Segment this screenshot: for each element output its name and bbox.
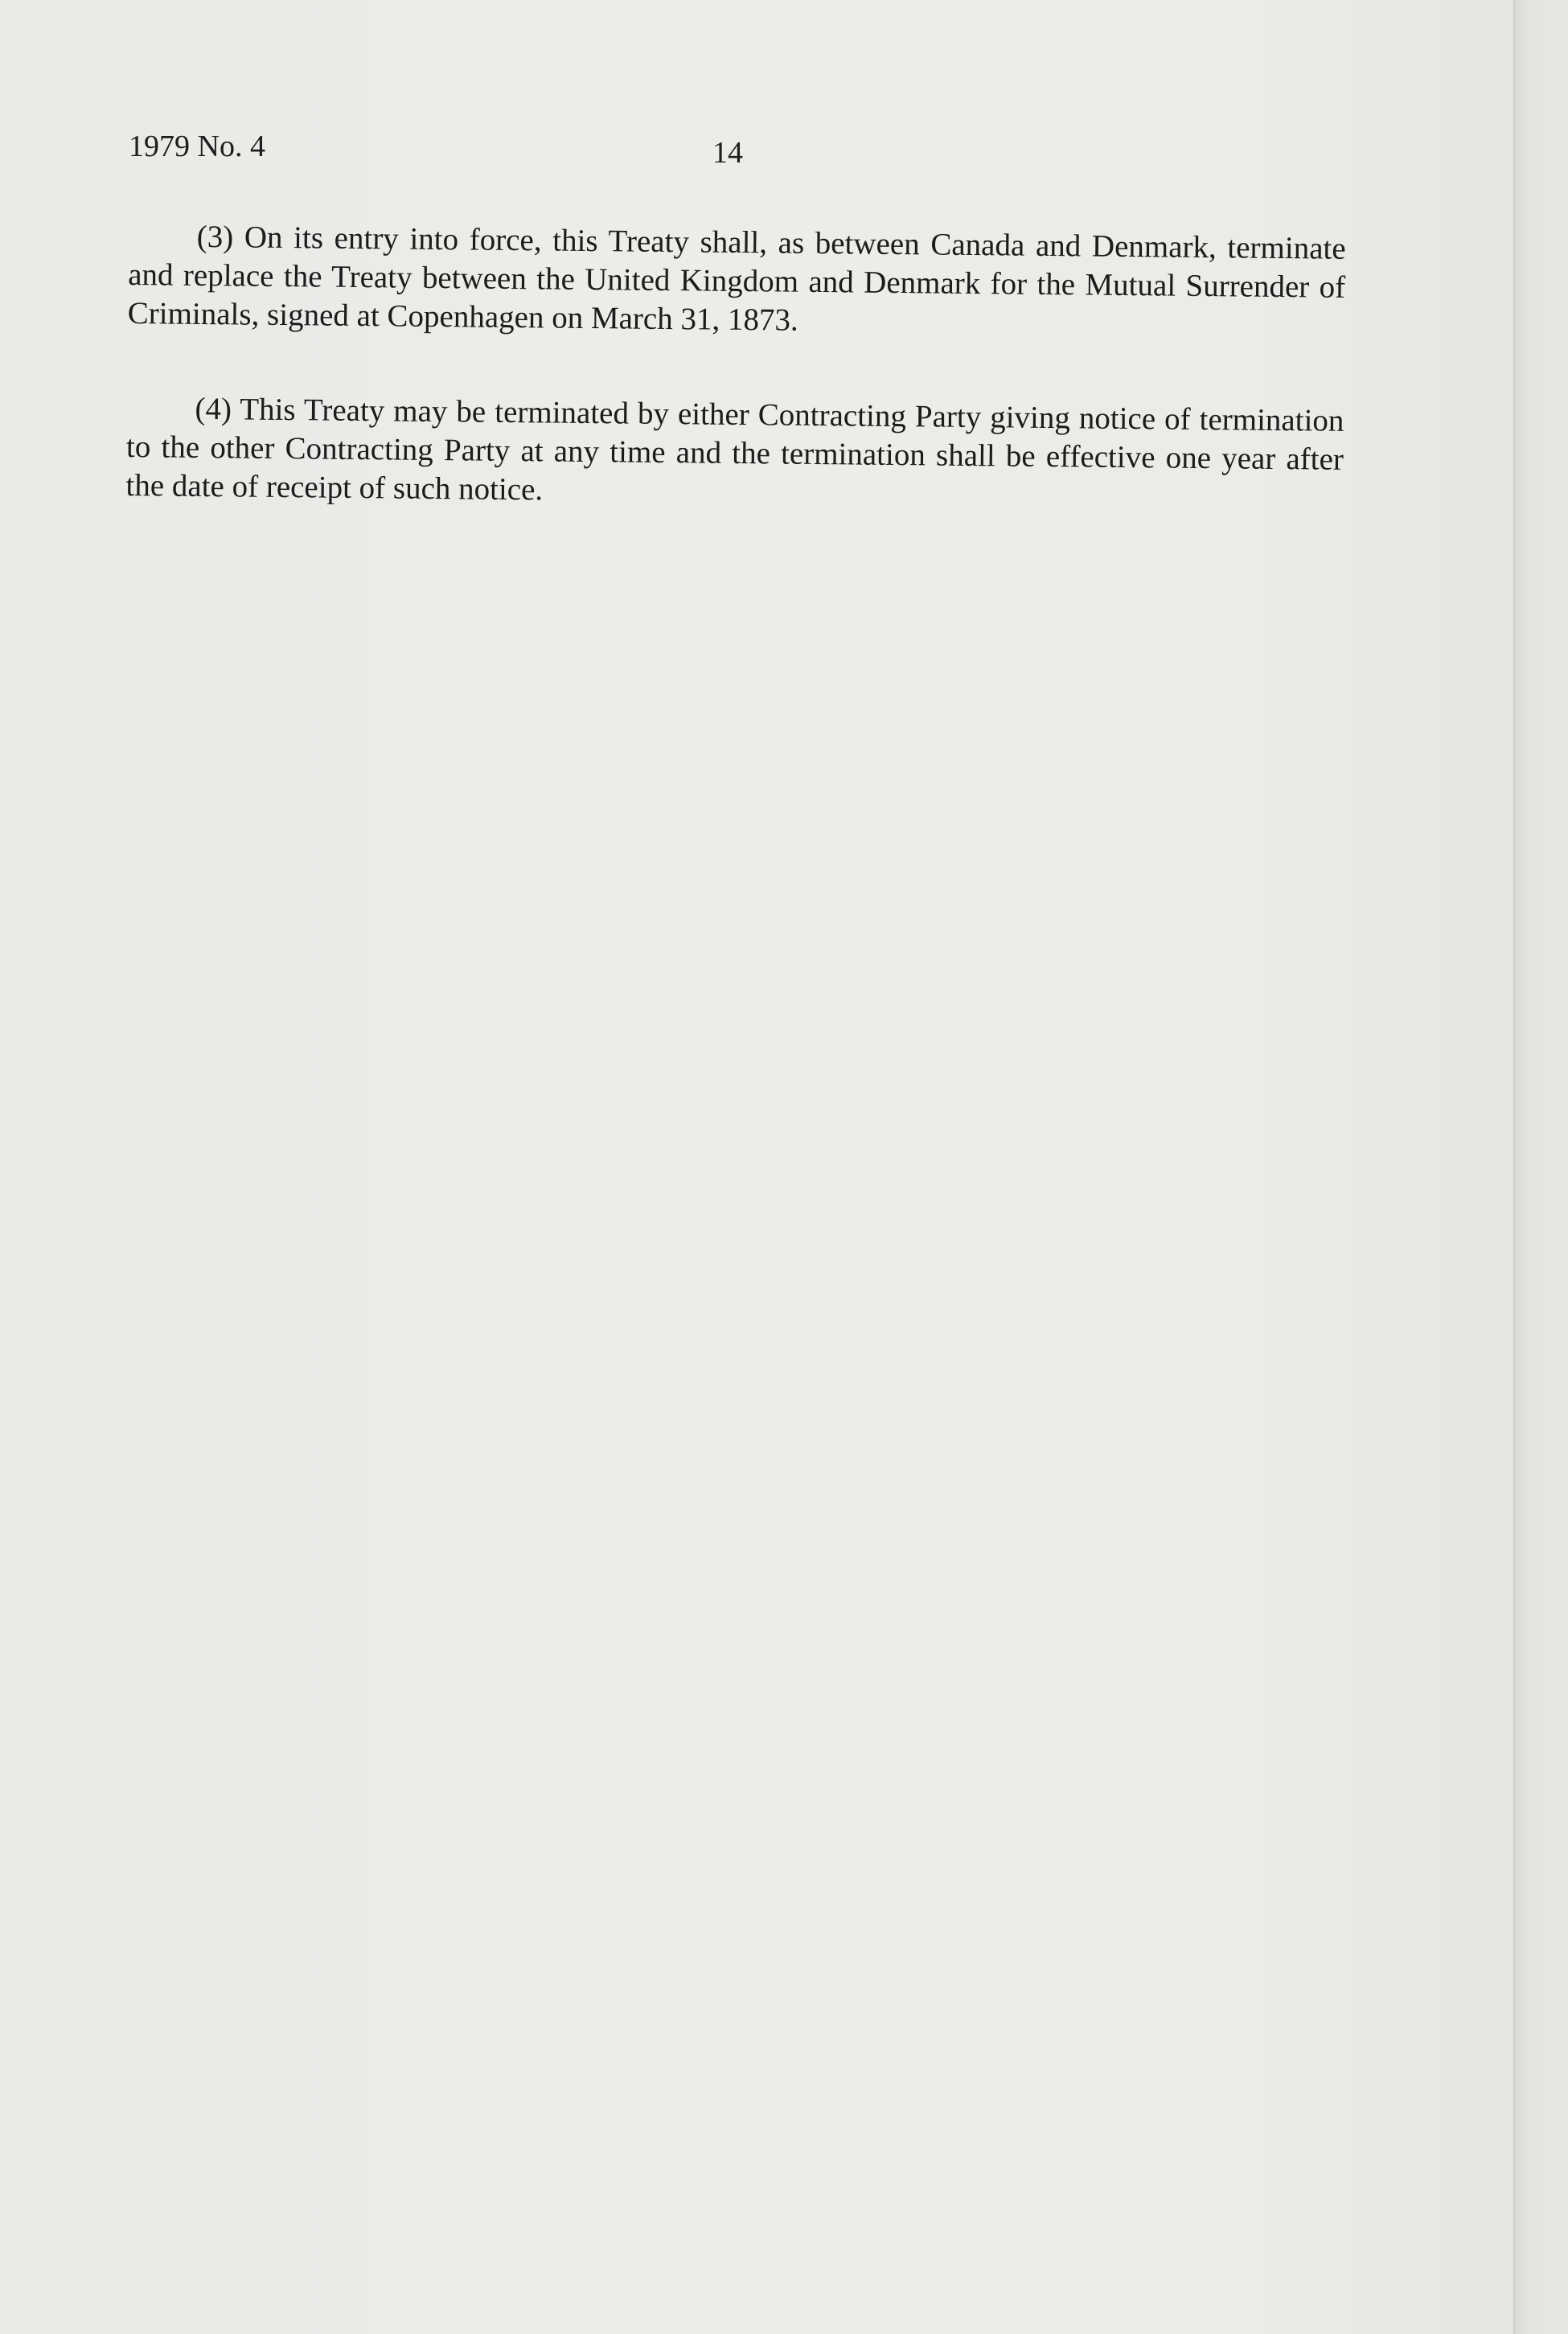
- page-number: 14: [712, 136, 743, 170]
- paragraph-4: (4) This Treaty may be terminated by either Contracting Party giving notice of termination to the other Contracting Party at any time and the termination shall be effective one year after the date of receipt of such notice.: [125, 391, 1344, 507]
- statute-reference: 1979 No. 4: [129, 129, 265, 163]
- body-text: [125, 217, 1346, 574]
- page-edge-shadow: [1513, 0, 1568, 2334]
- paragraph-3: (3) On its entry into force, this Treaty shall, as between Canada and Denmark, terminate and replace the Treaty between the United Kingdom and Denmark for the Mutual Surrender of Criminals, signed at Copenhagen on March 31, 1873.: [127, 219, 1346, 338]
- bleed-through: [113, 708, 1343, 711]
- page-header: [129, 129, 1367, 177]
